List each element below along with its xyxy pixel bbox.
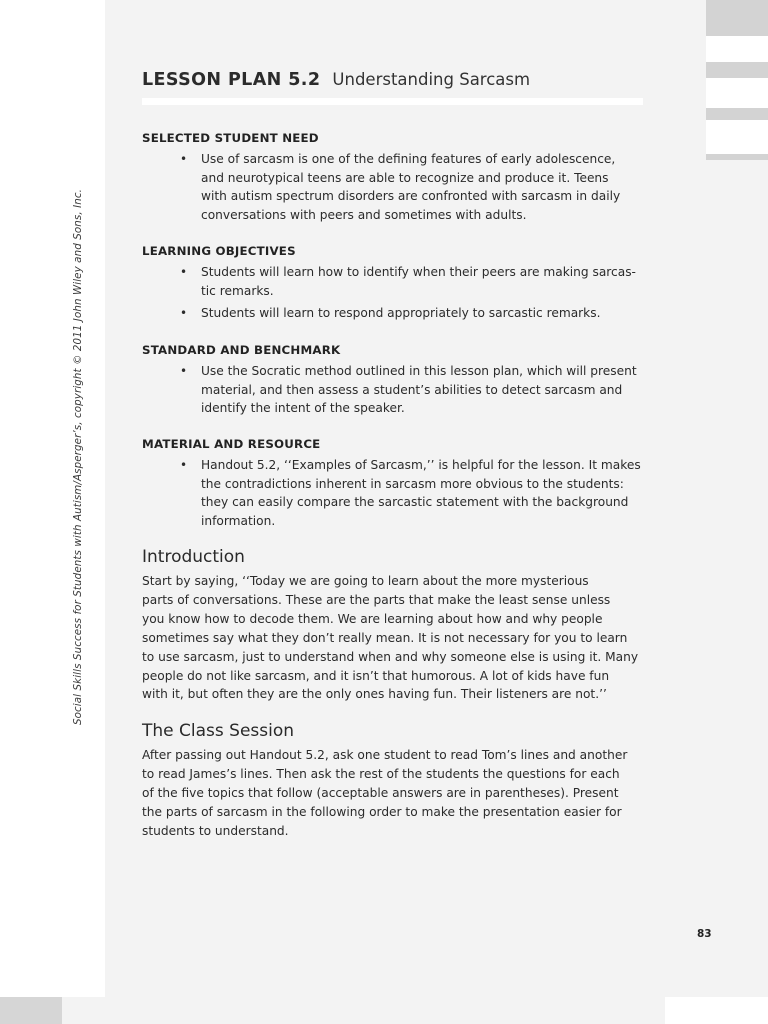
- section-student-need: [142, 131, 647, 224]
- paragraph-line: the parts of sarcasm in the following order to make the presentation easier for: [142, 804, 622, 819]
- paragraph-line: to use sarcasm, just to understand when and why someone else is using it. Many: [142, 649, 639, 664]
- lesson-label: LESSON PLAN 5.2: [142, 70, 321, 90]
- bullet-item: [142, 362, 647, 418]
- bullet-item: [142, 263, 647, 300]
- section-learning-objectives: [142, 244, 647, 323]
- bullet-dot: •: [180, 265, 188, 279]
- left-margin: [0, 0, 105, 997]
- section-heading: LEARNING OBJECTIVES: [142, 244, 296, 258]
- bullet-item: [142, 150, 647, 224]
- bullet-line: information.: [201, 513, 276, 528]
- bullet-line: they can easily compare the sarcastic statement with the background: [201, 495, 629, 510]
- class-session-section: [142, 721, 647, 841]
- bullet-line: identify the intent of the speaker.: [201, 401, 405, 416]
- paragraph-line: students to understand.: [142, 823, 289, 838]
- bullet-line: tic remarks.: [201, 283, 274, 298]
- paragraph-line: to read James’s lines. Then ask the rest of the students the questions for each: [142, 766, 620, 781]
- paragraph-line: After passing out Handout 5.2, ask one student to read Tom’s lines and another: [142, 748, 628, 762]
- paragraph-line: Start by saying, ‘‘Today we are going to learn about the more mysterious: [142, 574, 589, 588]
- bullet-line: Students will learn how to identify when their peers are making sarcas-: [201, 265, 636, 279]
- lesson-title: [142, 70, 644, 98]
- paragraph-line: you know how to decode them. We are learning about how and why people: [142, 611, 603, 626]
- section-heading: STANDARD AND BENCHMARK: [142, 343, 341, 357]
- bullet-line: Use of sarcasm is one of the defining features of early adolescence,: [201, 152, 616, 166]
- bullet-line: Students will learn to respond appropriately to sarcastic remarks.: [201, 306, 601, 321]
- bullet-line: conversations with peers and sometimes with adults.: [201, 207, 527, 222]
- section-material-resource: [142, 437, 647, 530]
- paragraph-line: sometimes say what they don’t really mean. It is not necessary for you to learn: [142, 630, 628, 645]
- edge-tab-gap: [706, 36, 768, 62]
- paragraph-line: of the five topics that follow (acceptable answers are in parentheses). Present: [142, 785, 619, 800]
- edge-tab-gap: [706, 120, 768, 154]
- introduction-section: [142, 547, 647, 704]
- bullet-line: material, and then assess a student’s abilities to detect sarcasm and: [201, 382, 623, 397]
- paragraph-line: people do not like sarcasm, and it isn’t that humorous. A lot of kids have fun: [142, 668, 610, 683]
- paragraph-line: with it, but often they are the only ones having fun. Their listeners are not.’’: [142, 687, 607, 702]
- edge-tab: [706, 0, 768, 36]
- bottom-right-block: [665, 997, 768, 1024]
- bullet-line: and neurotypical teens are able to recognize and produce it. Teens: [201, 170, 609, 185]
- section-heading: SELECTED STUDENT NEED: [142, 131, 319, 145]
- section-heading: MATERIAL AND RESOURCE: [142, 437, 321, 451]
- edge-tab: [706, 154, 768, 160]
- bullet-item: [142, 304, 647, 323]
- paragraph-line: parts of conversations. These are the parts that make the least sense unless: [142, 592, 611, 607]
- page-number: 83: [697, 928, 712, 940]
- bullet-line: Handout 5.2, ‘‘Examples of Sarcasm,’’ is helpful for the lesson. It makes: [201, 458, 641, 472]
- edge-tab-gap: [706, 78, 768, 108]
- side-credit-text: Social Skills Success for Students with Autism/Asperger’s, copyright © 2011 John Wiley and Sons, Inc.: [72, 189, 84, 725]
- bullet-dot: •: [180, 364, 188, 378]
- bottom-left-block: [0, 997, 62, 1024]
- side-credit: [72, 189, 84, 725]
- bullet-dot: •: [180, 306, 188, 321]
- lesson-subtitle: Understanding Sarcasm: [332, 70, 531, 89]
- title-rule: [142, 98, 643, 105]
- bullet-line: with autism spectrum disorders are confronted with sarcasm in daily: [201, 189, 621, 204]
- bullet-item: [142, 456, 647, 530]
- class-session-heading: The Class Session: [142, 721, 295, 741]
- section-standard-benchmark: [142, 343, 647, 418]
- bullet-dot: •: [180, 152, 188, 166]
- introduction-heading: Introduction: [142, 547, 245, 567]
- bullet-line: Use the Socratic method outlined in this lesson plan, which will present: [201, 364, 637, 378]
- bullet-line: the contradictions inherent in sarcasm more obvious to the students:: [201, 476, 624, 491]
- bullet-dot: •: [180, 458, 188, 472]
- edge-tab: [706, 62, 768, 78]
- edge-tab: [706, 108, 768, 120]
